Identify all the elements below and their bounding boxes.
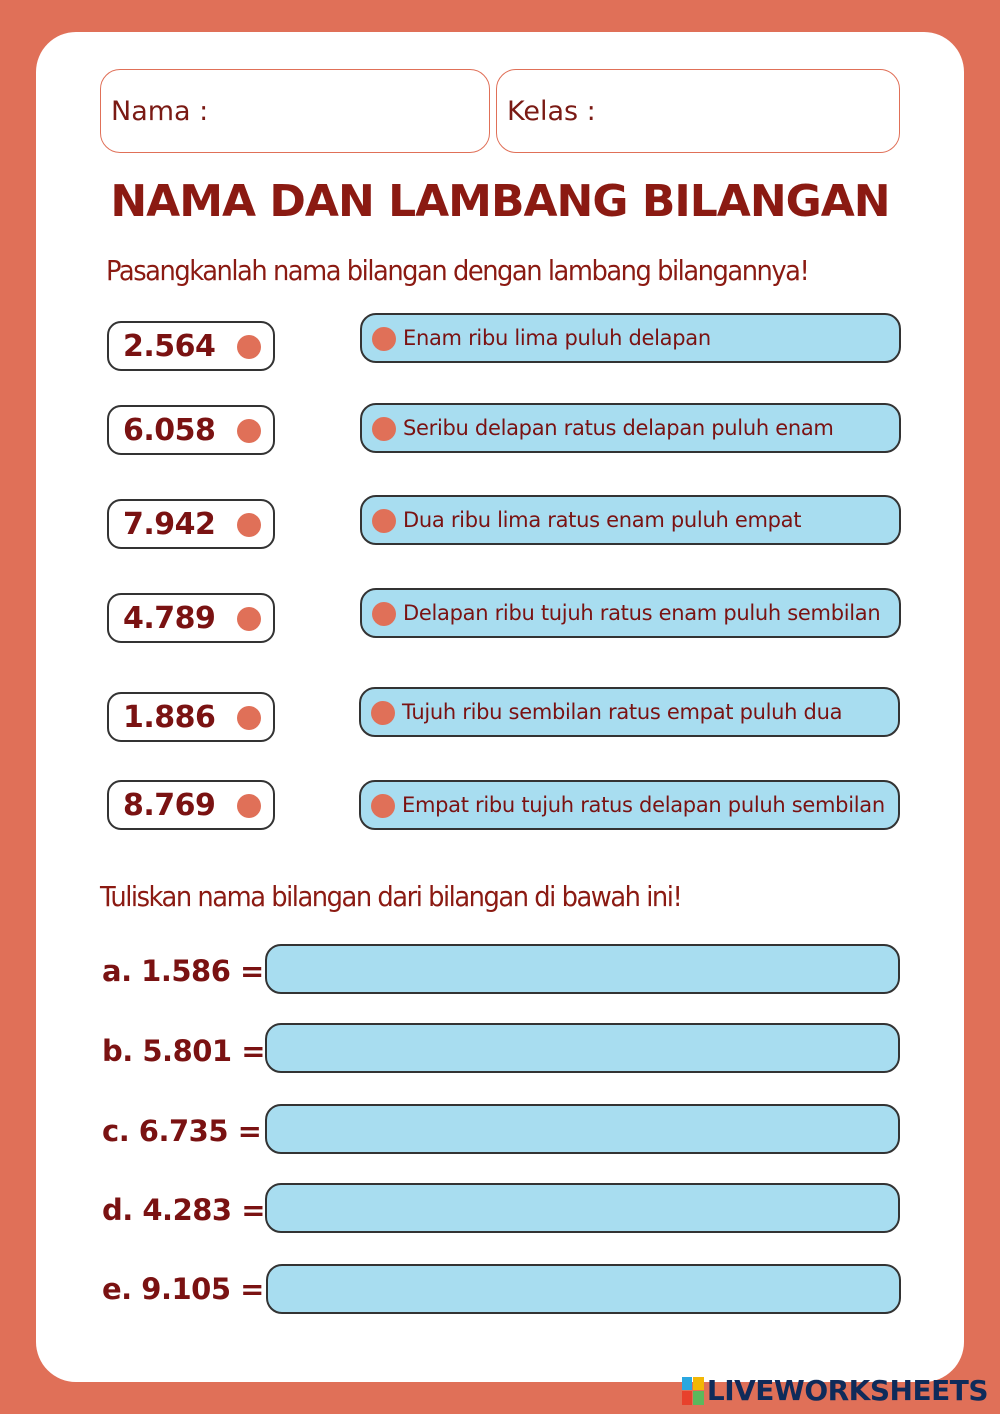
number-name-box-3 [360, 495, 901, 545]
number-name-box-5 [359, 687, 900, 737]
match-dot[interactable] [237, 794, 261, 818]
number-box-6 [107, 780, 275, 830]
number-value: 7.942 [123, 506, 216, 542]
answer-input-b[interactable] [265, 1023, 900, 1073]
question-label-d: d. 4.283 = [102, 1193, 265, 1227]
match-dot[interactable] [372, 509, 396, 533]
match-dot[interactable] [237, 706, 261, 730]
question-label-e: e. 9.105 = [102, 1272, 264, 1306]
liveworksheets-brand [682, 1374, 988, 1407]
number-name-box-1 [360, 313, 901, 363]
answer-input-a[interactable] [265, 944, 900, 994]
liveworksheets-logo-icon [682, 1377, 704, 1405]
class-label: Kelas : [507, 95, 596, 127]
number-value: 8.769 [123, 787, 216, 823]
match-dot[interactable] [371, 794, 395, 818]
number-value: 6.058 [123, 412, 216, 448]
question-label-b: b. 5.801 = [102, 1034, 265, 1068]
match-dot[interactable] [237, 335, 261, 359]
match-dot[interactable] [372, 327, 396, 351]
answer-input-d[interactable] [265, 1183, 900, 1233]
number-value: 2.564 [123, 328, 216, 364]
match-dot[interactable] [237, 419, 261, 443]
number-name-text: Tujuh ribu sembilan ratus empat puluh dua [402, 700, 843, 724]
match-dot[interactable] [237, 607, 261, 631]
number-name-text: Enam ribu lima puluh delapan [403, 326, 711, 350]
matching-instruction: Pasangkanlah nama bilangan dengan lambang bilangannya! [106, 254, 809, 287]
number-name-box-2 [360, 403, 901, 453]
answer-input-c[interactable] [265, 1104, 900, 1154]
number-value: 4.789 [123, 600, 216, 636]
match-dot[interactable] [372, 602, 396, 626]
class-field[interactable] [496, 69, 900, 153]
number-name-text: Delapan ribu tujuh ratus enam puluh sembilan [403, 601, 881, 625]
number-box-5 [107, 692, 275, 742]
brand-text: LIVEWORKSHEETS [706, 1374, 988, 1407]
match-dot[interactable] [371, 701, 395, 725]
match-dot[interactable] [372, 417, 396, 441]
question-label-a: a. 1.586 = [102, 954, 264, 988]
number-name-text: Seribu delapan ratus delapan puluh enam [403, 416, 834, 440]
number-name-box-6 [359, 780, 900, 830]
answer-input-e[interactable] [266, 1264, 901, 1314]
writing-instruction: Tuliskan nama bilangan dari bilangan di bawah ini! [100, 880, 682, 913]
number-value: 1.886 [123, 699, 216, 735]
number-box-3 [107, 499, 275, 549]
name-label: Nama : [111, 95, 209, 127]
number-box-4 [107, 593, 275, 643]
number-name-text: Empat ribu tujuh ratus delapan puluh sembilan [402, 793, 885, 817]
page-title: NAMA DAN LAMBANG BILANGAN [110, 176, 890, 227]
match-dot[interactable] [237, 513, 261, 537]
question-label-c: c. 6.735 = [102, 1114, 262, 1148]
number-box-2 [107, 405, 275, 455]
number-name-box-4 [360, 588, 901, 638]
number-box-1 [107, 321, 275, 371]
number-name-text: Dua ribu lima ratus enam puluh empat [403, 508, 802, 532]
name-field[interactable] [100, 69, 490, 153]
